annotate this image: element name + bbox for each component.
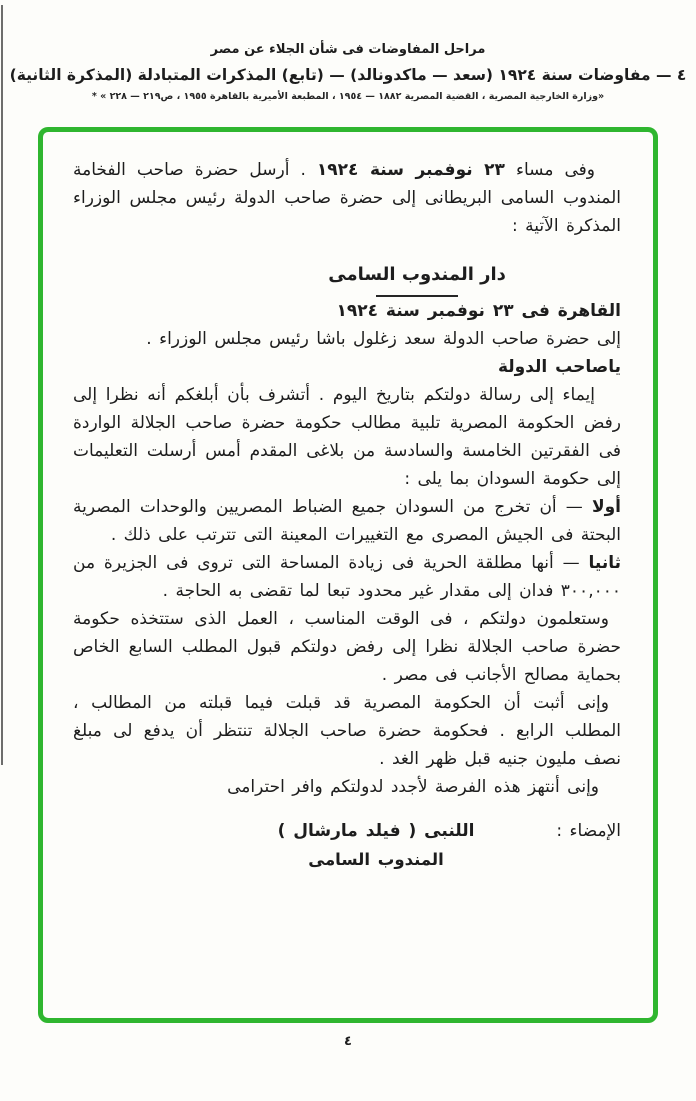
scan-edge-artifact: [1, 5, 3, 765]
green-letter-frame: [38, 127, 658, 1023]
addressee-line: إلى حضرة صاحب الدولة سعد زغلول باشا رئيس مجلس الوزراء .: [146, 328, 621, 349]
page-header: [0, 0, 696, 102]
list-item-first-text: — أن تخرج من السودان جميع الضباط المصريين والوحدات المصرية البحتة فى الجيش المصرى مع التغييرات المعينة التى تترتب على ذلك .: [73, 496, 621, 545]
signature-name-block: [278, 817, 475, 875]
list-item-second-text: — أنها مطلقة الحرية فى زيادة المساحة التى تروى فى الجزيرة من ٣٠٠,٠٠٠ فدان إلى مقدار غير محدود تبعا لما تقضى به الحاجة .: [73, 552, 621, 601]
letterhead-text: دار المندوب السامى: [328, 264, 506, 285]
signature-title: المندوب السامى: [308, 849, 444, 869]
body-paragraph-fourth-demand: وإنى أثبت أن الحكومة المصرية قد قبلت فيما قبلته من المطالب ، المطلب الرابع . فحكومة حضرة صاحب الجلالة تنتظر أن يدفع لى مبلغ نصف مليون جنيه قبل ظهر الغد .: [73, 692, 621, 769]
body-paragraph-intro: إيماء إلى رسالة دولتكم بتاريخ اليوم . أتشرف بأن أبلغكم أنه نظرا إلى رفض الحكومة المصرية تلبية مطالب حكومة حضرة صاحب الجلالة الواردة فى الفقرتين الخامسة والسادسة من بلاغى المقدم أمس أرسلت التعليمات إلى حكومة السودان بما يلى :: [73, 384, 621, 489]
intro-text-pre: وفى مساء: [515, 160, 595, 180]
letterhead: [328, 262, 506, 297]
date-line: القاهرة فى ٢٣ نوفمبر سنة ١٩٢٤: [336, 300, 621, 321]
salutation: ياصاحب الدولة: [497, 356, 621, 377]
header-subtitle: ٤ — مفاوضات سنة ١٩٢٤ (سعد — ماكدونالد) — (تابع) المذكرات المتبادلة (المذكرة الثانية): [9, 66, 687, 84]
intro-date: ٢٣ نوفمبر سنة ١٩٢٤: [316, 160, 505, 180]
signature-label: الإمضاء :: [556, 820, 621, 841]
signature-name: اللنبى ( فيلد مارشال ): [277, 820, 475, 841]
signature-block: [73, 817, 621, 875]
body-paragraph-seventh-demand: وستعلمون دولتكم ، فى الوقت المناسب ، العمل الذى ستتخذه حكومة حضرة صاحب الجلالة نظرا إلى رفض دولتكم قبول المطلب السابع الخاص بحماية مصالح الأجانب فى مصر .: [73, 608, 621, 685]
list-item-second-label: ثانيا: [588, 552, 622, 573]
list-item-first: [73, 493, 621, 549]
page-number: ٤: [344, 1034, 352, 1049]
list-item-first-label: أولا: [591, 496, 621, 517]
intro-paragraph: [73, 156, 621, 240]
closing-line: وإنى أنتهز هذه الفرصة لأجدد لدولتكم وافر احترامى: [227, 776, 599, 797]
header-title: مراحل المفاوضات فى شأن الجلاء عن مصر: [210, 42, 486, 57]
list-item-second: [73, 549, 621, 605]
intro-text-post: . أرسل حضرة صاحب الفخامة المندوب السامى البريطانى إلى حضرة صاحب الدولة رئيس مجلس الوزراء المذكرة الآتية :: [73, 160, 621, 236]
header-source-citation: «وزارة الخارجية المصرية ، القضية المصرية ١٨٨٢ — ١٩٥٤ ، المطبعة الأميرية بالقاهرة ١٩٥٥ ، ص٢١٩ — ٢٢٨ » *: [91, 91, 605, 102]
